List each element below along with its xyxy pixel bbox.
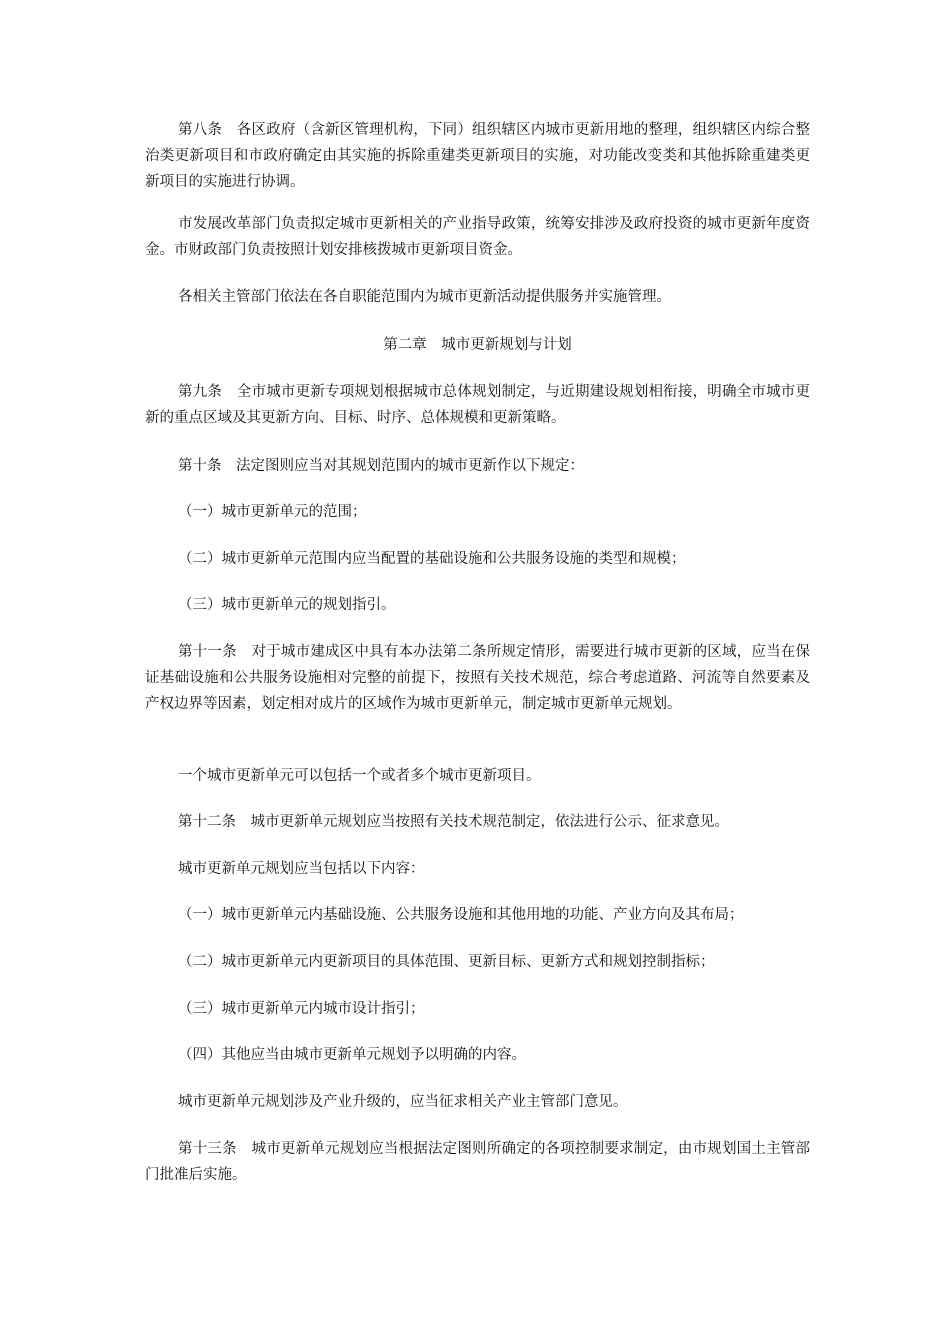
- article-9-paragraph: 第九条 全市城市更新专项规划根据城市总体规划制定，与近期建设规划相衔接，明确全市城市更新的重点区域及其更新方向、目标、时序、总体规模和更新策略。: [145, 384, 810, 426]
- article-11-paragraph: 第十一条 对于城市建成区中具有本办法第二条所规定情形，需要进行城市更新的区域，应当在保证基础设施和公共服务设施相对完整的前提下，按照有关技术规范，综合考虑道路、河流等自然要素及产权边界等因素，划定相对成片的区域作为城市更新单元，制定城市更新单元规划。: [145, 644, 810, 712]
- article-12-paragraph: 第十二条 城市更新单元规划应当按照有关技术规范制定，依法进行公示、征求意见。: [178, 814, 729, 830]
- update-unit-paragraph: 一个城市更新单元可以包括一个或者多个城市更新项目。: [178, 768, 541, 784]
- unit-plan-item-2: （二）城市更新单元内更新项目的具体范围、更新目标、更新方式和规划控制指标；: [178, 954, 715, 970]
- article-8-paragraph: 第八条 各区政府（含新区管理机构，下同）组织辖区内城市更新用地的整理，组织辖区内综合整治类更新项目和市政府确定由其实施的拆除重建类更新项目的实施，对功能改变类和其他拆除重建类更新项目的实施进行协调。: [145, 122, 810, 190]
- unit-plan-item-3: （三）城市更新单元内城市设计指引；: [178, 1001, 425, 1017]
- article-10-item-2: （二）城市更新单元范围内应当配置的基础设施和公共服务设施的类型和规模；: [178, 551, 686, 567]
- article-10-item-3: （三）城市更新单元的规划指引。: [178, 597, 396, 613]
- unit-plan-item-1: （一）城市更新单元内基础设施、公共服务设施和其他用地的功能、产业方向及其布局；: [178, 907, 744, 923]
- departments-paragraph: 各相关主管部门依法在各自职能范围内为城市更新活动提供服务并实施管理。: [178, 289, 671, 305]
- unit-plan-item-4: （四）其他应当由城市更新单元规划予以明确的内容。: [178, 1047, 526, 1063]
- article-10-paragraph: 第十条 法定图则应当对其规划范围内的城市更新作以下规定：: [178, 458, 584, 474]
- article-13-paragraph: 第十三条 城市更新单元规划应当根据法定图则所确定的各项控制要求制定，由市规划国土主管部门批准后实施。: [145, 1141, 810, 1183]
- article-10-item-1: （一）城市更新单元的范围；: [178, 504, 367, 520]
- unit-plan-contents-paragraph: 城市更新单元规划应当包括以下内容：: [178, 861, 425, 877]
- industry-upgrade-paragraph: 城市更新单元规划涉及产业升级的，应当征求相关产业主管部门意见。: [178, 1094, 628, 1110]
- development-reform-paragraph: 市发展改革部门负责拟定城市更新相关的产业指导政策，统筹安排涉及政府投资的城市更新年度资金。市财政部门负责按照计划安排核拨城市更新项目资金。: [145, 216, 810, 258]
- chapter-heading: 第二章 城市更新规划与计划: [383, 337, 572, 353]
